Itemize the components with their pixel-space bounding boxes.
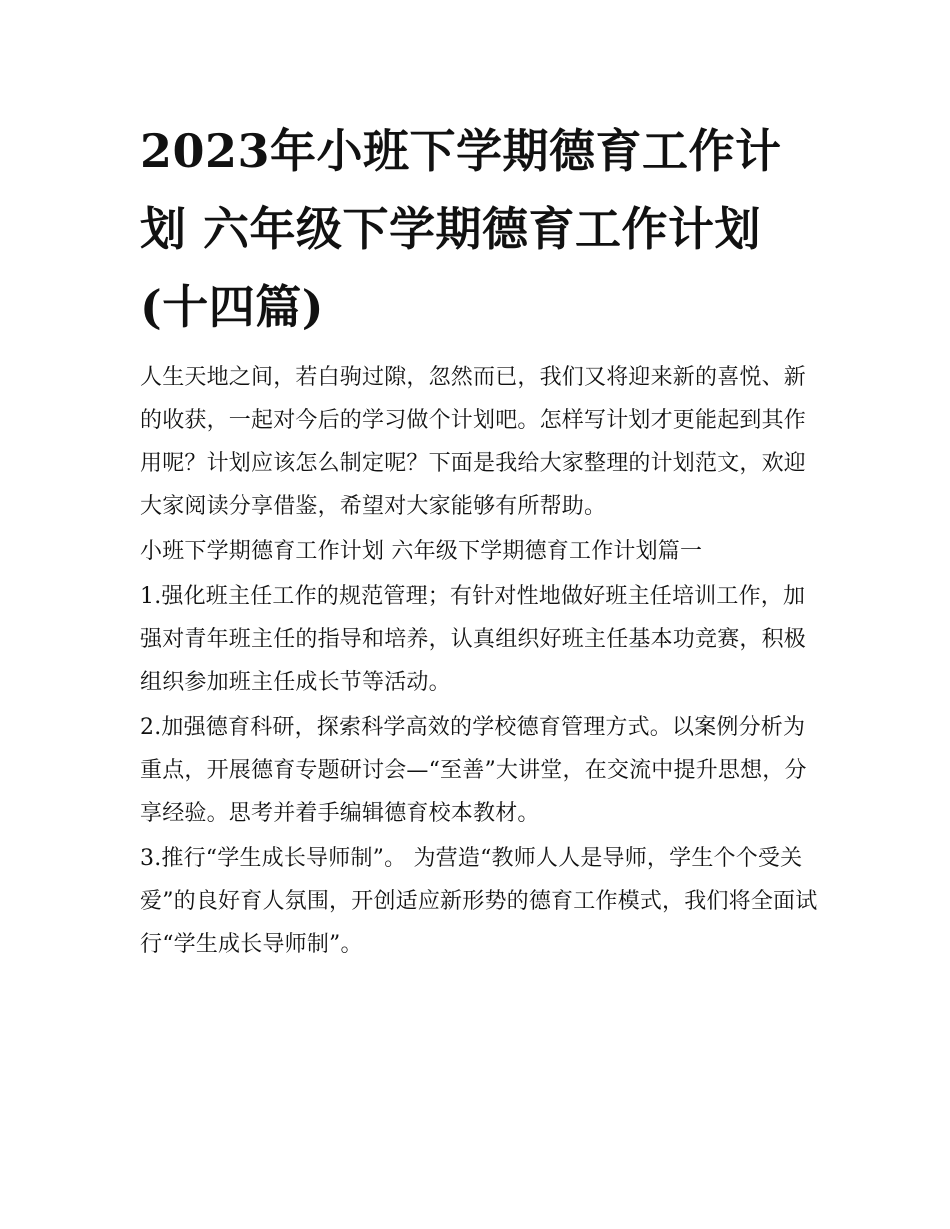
list-item: 2.加强德育科研，探索科学高效的学校德育管理方式。以案例分析为重点，开展德育专题研讨会—“至善”大讲堂，在交流中提升思想，分享经验。思考并着手编辑德育校本教材。 — [140, 715, 807, 826]
document-page — [140, 112, 820, 968]
document-title: 2023年小班下学期德育工作计划 六年级下学期德育工作计划(十四篇) — [140, 124, 782, 334]
list-item: 3.推行“学生成长导师制”。 为营造“教师人人是导师，学生个个受关爱”的良好育人氛围，开创适应新形势的德育工作模式，我们将全面试行“学生成长导师制”。 — [140, 846, 818, 957]
list-item: 1.强化班主任工作的规范管理；有针对性地做好班主任培训工作，加强对青年班主任的指导和培养，认真组织好班主任基本功竞赛，积极组织参加班主任成长节等活动。 — [140, 584, 807, 695]
intro-paragraph: 人生天地之间，若白驹过隙，忽然而已，我们又将迎来新的喜悦、新的收获，一起对今后的学习做个计划吧。怎样写计划才更能起到其作用呢？计划应该怎么制定呢？下面是我给大家整理的计划范文，欢迎大家阅读分享借鉴，希望对大家能够有所帮助。 — [140, 365, 807, 519]
section-heading: 小班下学期德育工作计划 六年级下学期德育工作计划篇一 — [140, 539, 703, 564]
